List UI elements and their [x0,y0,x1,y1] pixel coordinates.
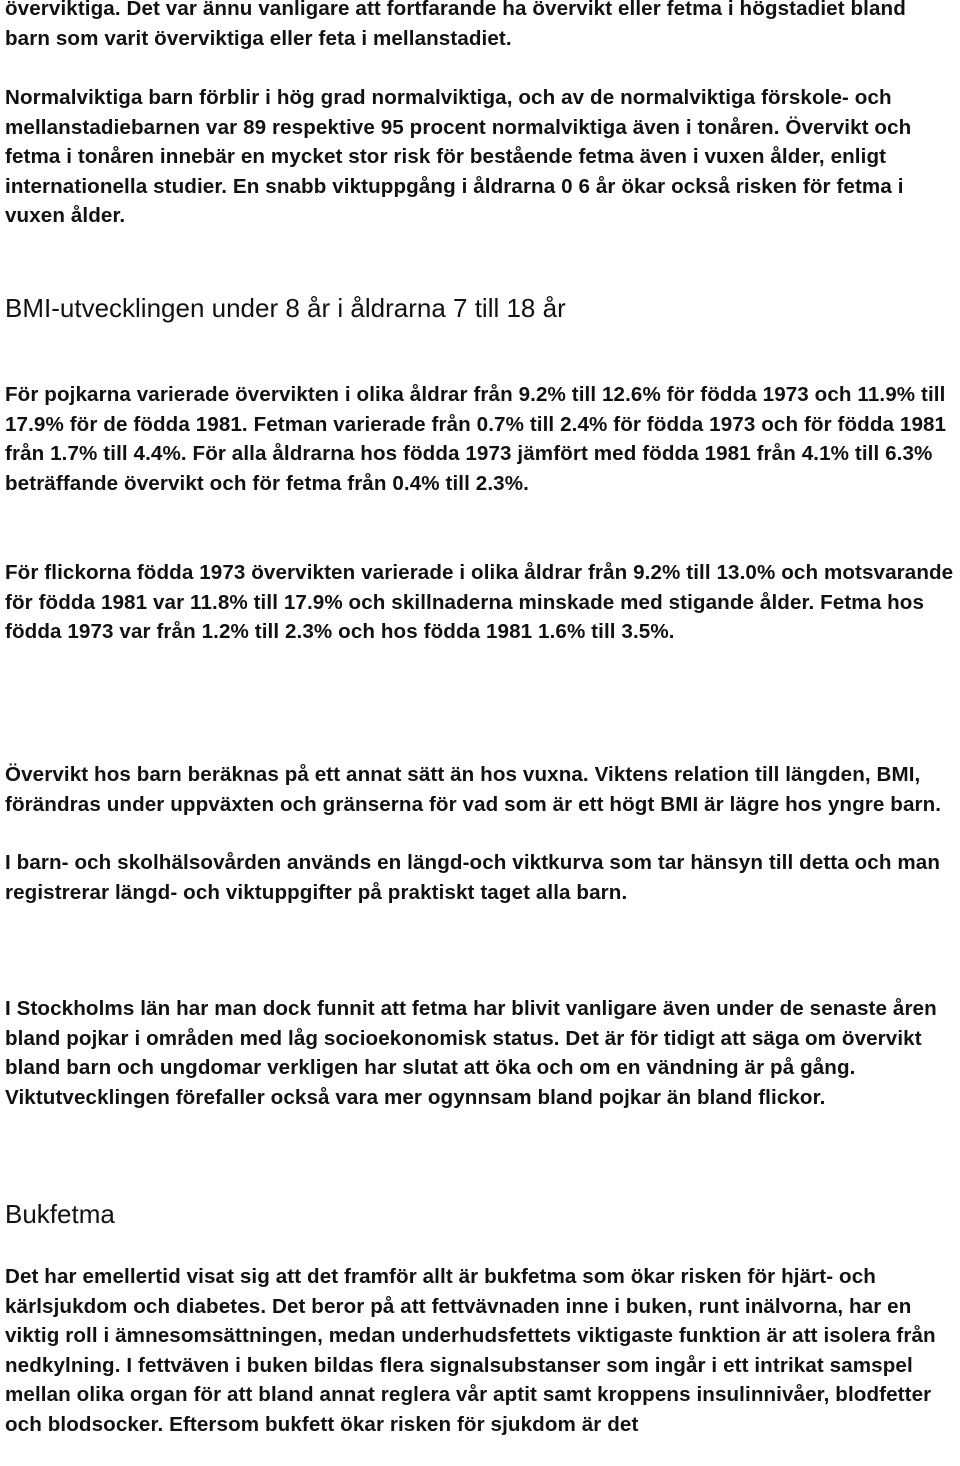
paragraph-text: Normalviktiga barn förblir i hög grad normalviktiga, och av de normalviktiga förskole- och mellanstadiebarnen var 89 respektive 95 procent normalviktiga även i tonåren. Övervikt och fetma i tonåren innebär en mycket stor risk för bestående fetma även i vuxen ålder, enligt internationella studier. En snabb viktuppgång i åldrarna 0 6 år ökar också risken för fetma i vuxen ålder. [5,86,912,227]
paragraph-stockholm [5,994,955,1112]
paragraph-text: I barn- och skolhälsovården används en längd-och viktkurva som tar hänsyn till detta och man registrerar längd- och viktuppgifter på praktiskt taget alla barn. [5,851,941,904]
heading-bukfetma [5,1198,115,1230]
paragraph-text: överviktiga. Det var ännu vanligare att fortfarande ha övervikt eller fetma i högstadiet bland barn som varit överviktiga eller feta i mellanstadiet. [5,0,906,50]
heading-text: BMI-utvecklingen under 8 år i åldrarna 7 till 18 år [5,293,566,323]
paragraph-text: Övervikt hos barn beräknas på ett annat sätt än hos vuxna. Viktens relation till längden, BMI, förändras under uppväxten och gränserna för vad som är ett högt BMI är lägre hos yngre barn. [5,763,942,816]
paragraph-text: För flickorna födda 1973 övervikten varierade i olika åldrar från 9.2% till 13.0% och motsvarande för födda 1981 var 11.8% till 17.9% och skillnaderna minskade med stigande ålder. Fetma hos födda 1973 var från 1.2% till 2.3% och hos födda 1981 1.6% till 3.5%. [5,561,954,643]
paragraph-text: Det har emellertid visat sig att det framför allt är bukfetma som ökar risken för hjärt- och kärlsjukdom och diabetes. Det beror på att fettvävnaden inne i buken, runt inälvorna, har en viktig roll i ämnesomsättningen, medan underhudsfettets viktigaste funktion är att isolera från nedkylning. I fettväven i buken bildas flera signalsubstanser som ingår i ett intrikat samspel mellan olika organ för att bland annat reglera vår aptit samt kroppens insulinnivåer, blodfetter och blodsocker. Eftersom bukfett ökar risken för sjukdom är det [5,1265,936,1436]
paragraph-overweight-intro [5,0,955,53]
paragraph-text: För pojkarna varierade övervikten i olika åldrar från 9.2% till 12.6% för födda 1973 och 11.9% till 17.9% för de födda 1981. Fetman varierade från 0.7% till 2.4% för födda 1973 och för födda 1981 från 1.7% till 4.4%. För alla åldrarna hos födda 1973 jämfört med födda 1981 från 4.1% till 6.3% beträffande övervikt och för fetma från 0.4% till 2.3%. [5,383,947,495]
paragraph-boys [5,380,955,498]
paragraph-text: I Stockholms län har man dock funnit att fetma har blivit vanligare även under de senaste åren bland pojkar i områden med låg socioekonomisk status. Det är för tidigt att säga om övervikt bland barn och ungdomar verkligen har slutat att öka och om en vändning är på gång. Viktutvecklingen förefaller också vara mer ogynnsam bland pojkar än bland flickor. [5,997,937,1109]
paragraph-school-health [5,848,955,907]
paragraph-normal-weight [5,83,955,231]
heading-text: Bukfetma [5,1199,115,1229]
paragraph-bukfetma [5,1262,955,1439]
paragraph-girls [5,558,955,647]
heading-bmi-development [5,292,566,324]
paragraph-children-bmi [5,760,955,819]
